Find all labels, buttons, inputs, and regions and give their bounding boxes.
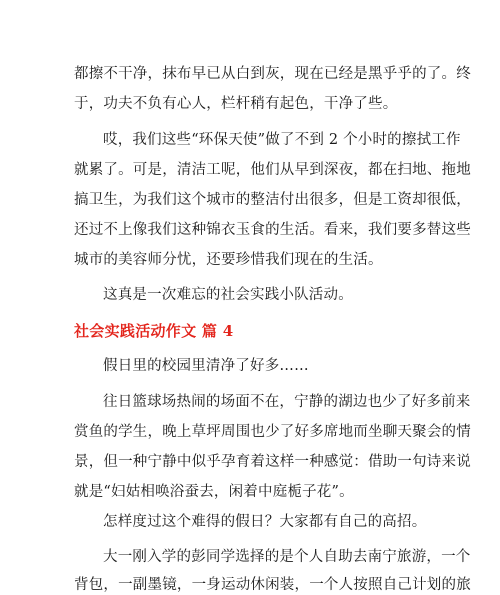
paragraph-line: 都擦不干净，抹布早已从白到灰，现在已经是黑乎乎的了。终 xyxy=(74,66,471,82)
paragraph-line: 还过不上像我们这种锦衣玉食的生活。看来，我们要多替这些 xyxy=(74,222,471,238)
paragraph-line: 哎，我们这些“环保天使”做了不到 2 个小时的擦拭工作 xyxy=(103,132,461,148)
paragraph-line: 往日篮球场热闹的场面不在，宁静的湖边也少了好多前来 xyxy=(103,394,471,410)
paragraph-line: 假日里的校园里清净了好多…… xyxy=(103,358,309,374)
paragraph-line: 于，功夫不负有心人，栏杆稍有起色，干净了些。 xyxy=(74,96,398,112)
paragraph-line: 赏鱼的学生，晚上草坪周围也少了好多席地而坐聊天聚会的情 xyxy=(74,424,471,440)
paragraph-line: 景，但一种宁静中似乎孕育着这样一种感觉：借助一句诗来说 xyxy=(74,454,471,470)
paragraph-line: 背包，一副墨镜，一身运动休闲装，一个人按照自己计划的旅 xyxy=(74,577,471,593)
section-heading: 社会实践活动作文 篇 4 xyxy=(74,322,234,340)
paragraph-line: 城市的美容师分忧，还要珍惜我们现在的生活。 xyxy=(74,252,383,268)
paragraph-line: 就累了。可是，清洁工呢，他们从早到深夜，都在扫地、拖地 xyxy=(74,162,471,178)
paragraph-line: 这真是一次难忘的社会实践小队活动。 xyxy=(103,287,353,303)
paragraph-line: 就是“妇姑相唤浴蚕去，闲着中庭栀子花”。 xyxy=(74,484,354,500)
paragraph-line: 搞卫生，为我们这个城市的整洁付出很多，但是工资却很低， xyxy=(74,192,471,208)
paragraph-line: 怎样度过这个难得的假日？大家都有自己的高招。 xyxy=(103,514,427,530)
paragraph-line: 大一刚入学的彭同学选择的是个人自助去南宁旅游，一个 xyxy=(103,549,471,565)
